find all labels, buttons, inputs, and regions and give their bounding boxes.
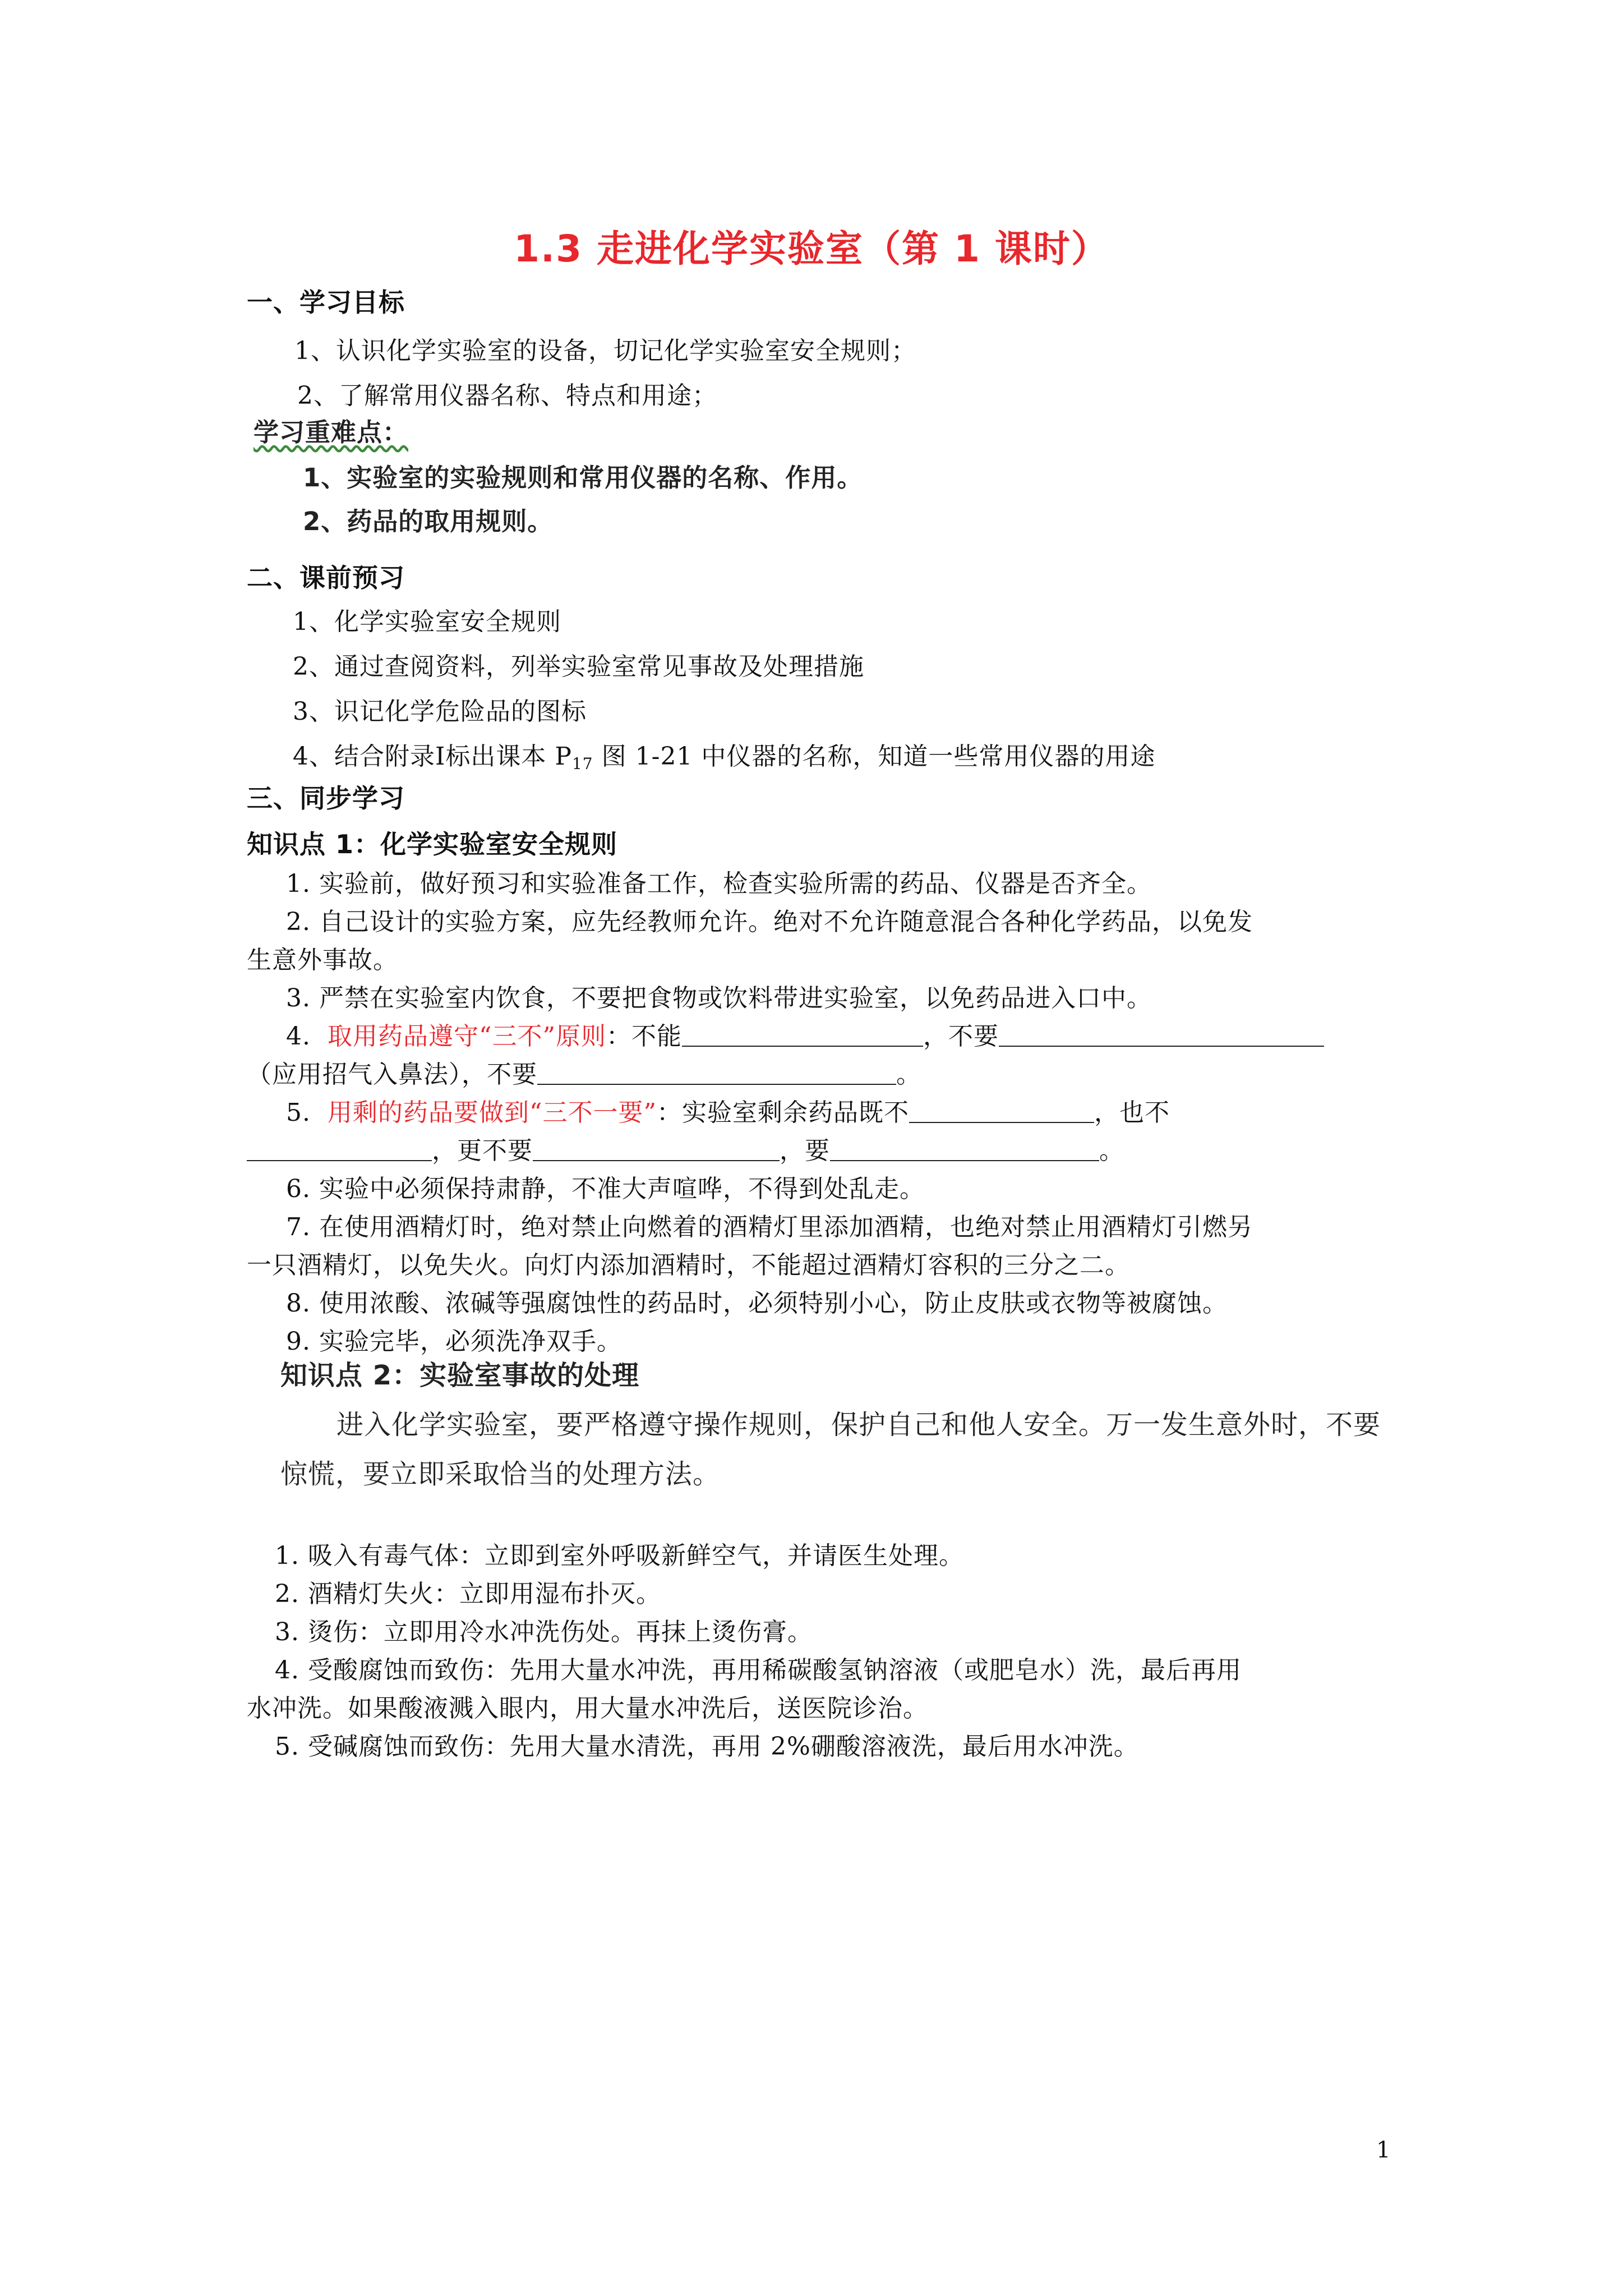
accident-intro: 进入化学实验室，要严格遵守操作规则，保护自己和他人安全。万一发生意外时，不要 [336,1409,1381,1441]
rule-item-cont: 生意外事故。 [247,946,398,974]
rule-item: 3. 严禁在实验室内饮食，不要把食物或饮料带进实验室，以免药品进入口中。 [286,984,1152,1013]
blank-line [682,1023,923,1047]
objective-item: 1、认识化学实验室的设备，切记化学实验室安全规则； [294,337,916,365]
accident-item: 3. 烫伤：立即用冷水冲洗伤处。再抹上烫伤膏。 [275,1618,813,1646]
accident-item: 1. 吸入有毒气体：立即到室外呼吸新鲜空气，并请医生处理。 [275,1542,964,1570]
preview-item: 4、结合附录Ⅰ标出课本 $P_{17}$ 图 1-21 中仪器的名称，知道一些常用仪器的用途 [293,742,1156,773]
rule-item-5: 5. 用剩的药品要做到“三不一要”：实验室剩余药品既不 ，也不 [286,1098,1170,1127]
accident-intro-cont: 惊慌，要立即采取恰当的处理方法。 [280,1458,721,1490]
rule-item: 7. 在使用酒精灯时，绝对禁止向燃着的酒精灯里添加酒精，也绝对禁止用酒精灯引燃另 [286,1213,1253,1241]
key-points-heading: 学习重难点： [253,417,409,447]
blank-line [909,1099,1094,1123]
rule-item-4-cont: （应用招气入鼻法），不要 。 [247,1060,921,1089]
preview-item: 3、识记化学危险品的图标 [293,697,587,726]
rule-item: 9. 实验完毕，必须洗净双手。 [286,1327,622,1356]
rule-item: 1. 实验前，做好预习和实验准备工作，检查实验所需的药品、仪器是否齐全。 [286,869,1152,898]
key-point-item: 1、实验室的实验规则和常用仪器的名称、作用。 [303,463,863,493]
rule-item: 6. 实验中必须保持肃静，不准大声喧哗，不得到处乱走。 [286,1175,925,1203]
rule-item-4: 4. 取用药品遵守“三不”原则：不能 ，不要 [286,1022,1324,1052]
three-nots-one-must-rule: 用剩的药品要做到“三不一要” [327,1098,657,1127]
knowledge-point-1-heading: 知识点 1：化学实验室安全规则 [247,829,618,859]
objective-item: 2、了解常用仪器名称、特点和用途； [297,381,717,410]
rule-item-cont: 一只酒精灯，以免失火。向灯内添加酒精时，不能超过酒精灯容积的三分之二。 [247,1251,1130,1280]
page-title: 1.3 走进化学实验室（第 1 课时） [514,227,1109,270]
rule-item: 2. 自己设计的实验方案，应先经教师允许。绝对不允许随意混合各种化学药品，以免发 [286,908,1253,936]
rule-item: 8. 使用浓酸、浓碱等强腐蚀性的药品时，必须特别小心，防止皮肤或衣物等被腐蚀。 [286,1289,1228,1318]
blank-line [999,1023,1324,1047]
rule-item-5-cont: ，更不要 ，要 。 [247,1137,1124,1166]
section-heading-sync: 三、同步学习 [247,783,405,813]
section-heading-preview: 二、课前预习 [247,563,405,593]
blank-line [247,1138,432,1161]
blank-line [537,1061,896,1085]
accident-item: 4. 受酸腐蚀而致伤：先用大量水冲洗，再用稀碳酸氢钠溶液（或肥皂水）洗，最后再用 [275,1656,1242,1685]
blank-line [830,1138,1099,1161]
key-point-item: 2、药品的取用规则。 [303,507,554,536]
section-heading-objectives: 一、学习目标 [247,287,405,318]
three-nots-rule: 取用药品遵守“三不”原则 [327,1022,606,1051]
preview-item: 2、通过查阅资料，列举实验室常见事故及处理措施 [293,652,864,681]
knowledge-point-2-heading: 知识点 2：实验室事故的处理 [280,1360,640,1391]
accident-item: 2. 酒精灯失火：立即用湿布扑灭。 [275,1580,661,1608]
blank-line [533,1138,780,1161]
page-number: 1 [1376,2137,1391,2163]
preview-item: 1、化学实验室安全规则 [293,608,561,636]
accident-item-cont: 水冲洗。如果酸液溅入眼内，用大量水冲洗后，送医院诊治。 [247,1694,928,1723]
accident-item: 5. 受碱腐蚀而致伤：先用大量水清洗，再用 2%硼酸溶液洗，最后用水冲洗。 [275,1732,1139,1761]
